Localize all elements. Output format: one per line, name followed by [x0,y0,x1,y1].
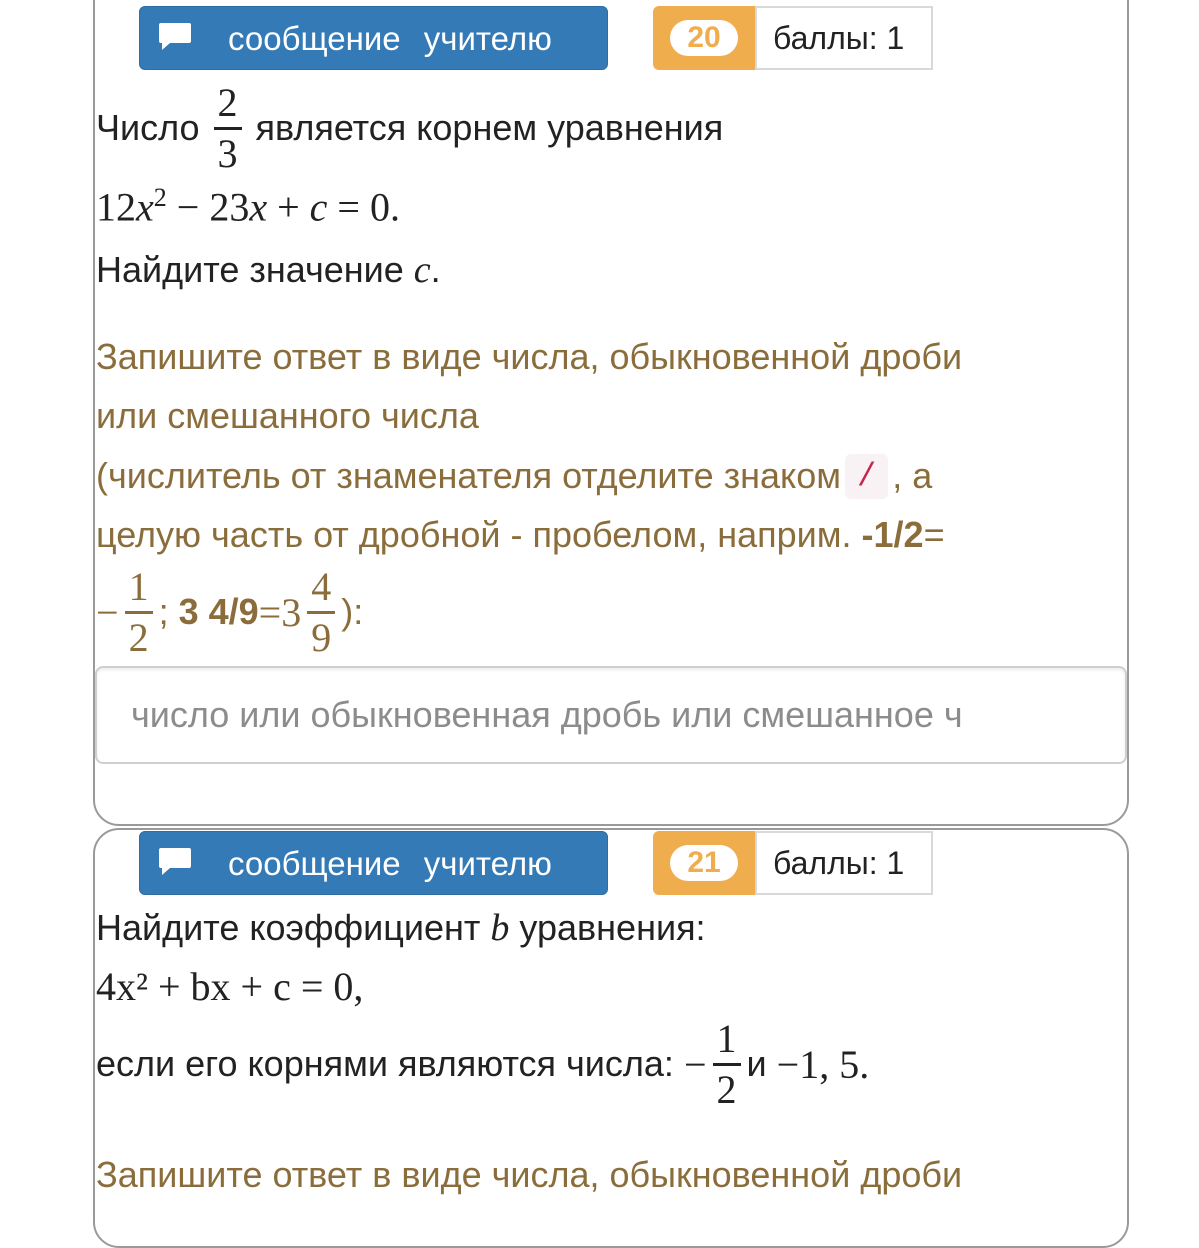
message-teacher-label: сообщение учителю [228,845,552,882]
hint-line-5: − $\frac{1}{2}$ ; 3 4/9 =3 $\frac{4}{9}$ ): [96,563,364,660]
score-label: баллы: 1 [755,6,933,70]
task-number-badge [653,6,755,70]
question-suffix: является корнем уравнения [255,107,724,148]
message-teacher-button[interactable] [139,6,608,70]
find-value-text: Найдите значение c. [96,249,441,291]
hint-line-4: целую часть от дробной - пробелом, наприм. -1/2= [96,514,945,555]
speech-bubble-icon [158,846,192,876]
answer-input[interactable] [95,666,1127,764]
task-number: 20 [670,20,738,56]
hint-line-2: или смешанного числа [96,395,479,436]
example-fraction-half: $\frac{1}{2}$ [125,567,153,658]
task-number: 21 [670,845,738,881]
message-teacher-label: сообщение учителю [228,20,552,57]
fraction-two-thirds: $\frac{2}{3}$ [214,83,242,174]
score-label: баллы: 1 [755,831,933,895]
equation: 4x² + bx + c = 0, [96,964,364,1009]
slash-code: / [845,454,888,499]
hint-line-1: Запишите ответ в виде числа, обыкновенной дроби [96,336,963,377]
speech-bubble-icon [158,21,192,51]
task-number-badge [653,831,755,895]
hint-line-3: (числитель от знаменателя отделите знаком / , а [96,448,932,504]
roots-line: если его корнями являются числа: − $\frac{1}{2}$ и −1, 5. [96,1015,870,1112]
root-fraction-half: $\frac{1}{2}$ [713,1019,741,1110]
message-teacher-button[interactable] [139,831,608,895]
question-line-1: Найдите коэффициент b уравнения: [96,907,706,949]
equation: $12x^2 - 23x + c = 0$. [96,183,400,230]
hint-line-1: Запишите ответ в виде числа, обыкновенной дроби [96,1154,963,1195]
question-line-1 [96,78,723,178]
question-prefix: Число [96,107,200,148]
example-fraction-four-ninths: $\frac{4}{9}$ [307,567,335,658]
